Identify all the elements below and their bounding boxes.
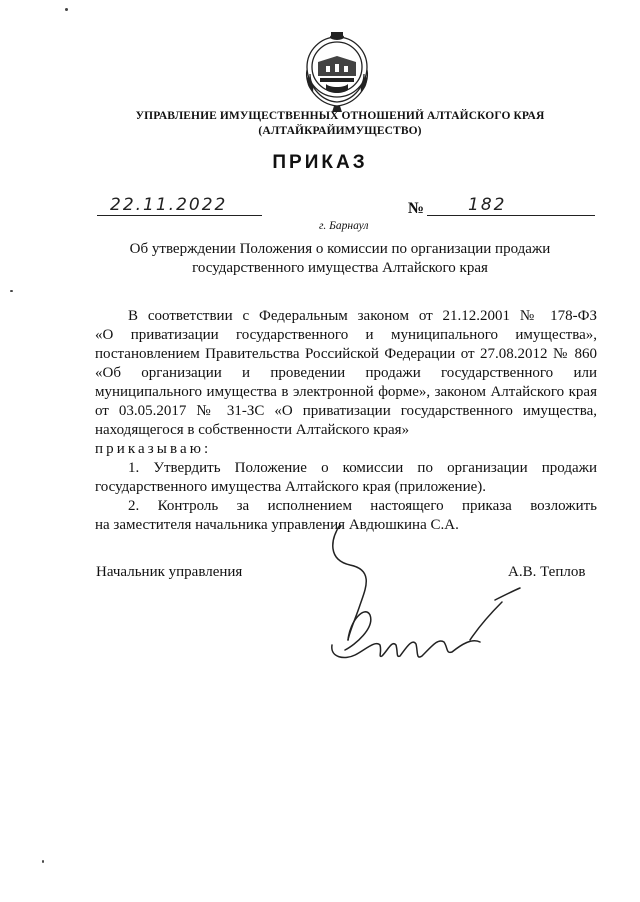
date-underline <box>97 215 262 216</box>
order-body <box>95 307 597 535</box>
scan-speck <box>65 8 68 11</box>
subject-line: государственного имущества Алтайского края <box>192 260 488 276</box>
order-date: 22.11.2022 <box>110 195 228 215</box>
body-line: «О приватизации государственного и муниципального имущества», <box>95 327 597 343</box>
signatory-name: А.В. Теплов <box>508 564 586 580</box>
order-item: 2. Контроль за исполнением настоящего приказа возложить <box>128 498 597 514</box>
order-item-continuation: на заместителя начальника управления Авдюшкина С.А. <box>95 517 459 533</box>
order-subject <box>95 240 585 278</box>
number-label: № <box>408 200 425 217</box>
body-line: «Об организации и проведении продажи государственного или <box>95 365 597 381</box>
order-item: 1. Утвердить Положение о комиссии по организации продажи <box>128 460 597 476</box>
handwritten-signature <box>320 520 530 670</box>
body-line: В соответствии с Федеральным законом от 21.12.2001 № 178-ФЗ <box>128 308 597 324</box>
body-line: постановлением Правительства Российской Федерации от 27.08.2012 № 860 <box>95 346 597 362</box>
altai-krai-coat-of-arms-icon <box>296 26 378 114</box>
body-line: муниципального имущества в электронной форме», законом Алтайского края <box>95 384 597 400</box>
organization-name: УПРАВЛЕНИЕ ИМУЩЕСТВЕННЫХ ОТНОШЕНИЙ АЛТАЙСКОГО КРАЯ <box>135 110 545 122</box>
subject-line: Об утверждении Положения о комиссии по организации продажи <box>129 241 551 257</box>
city: г. Барнаул <box>319 220 369 232</box>
scan-speck <box>10 290 13 292</box>
body-line: находящегося в собственности Алтайского края» <box>95 422 410 438</box>
document-title: ПРИКАЗ <box>272 152 368 173</box>
order-number: 182 <box>468 195 507 215</box>
organization-short-name: (АЛТАЙКРАЙИМУЩЕСТВО) <box>258 125 422 137</box>
scan-speck <box>42 860 44 863</box>
number-underline <box>427 215 595 216</box>
order-item-continuation: государственного имущества Алтайского края (приложение). <box>95 479 487 495</box>
body-line: от 03.05.2017 № 31-ЗС «О приватизации государственного имущества, <box>95 403 597 419</box>
order-directive: приказываю: <box>95 441 212 457</box>
signatory-position: Начальник управления <box>96 564 243 580</box>
